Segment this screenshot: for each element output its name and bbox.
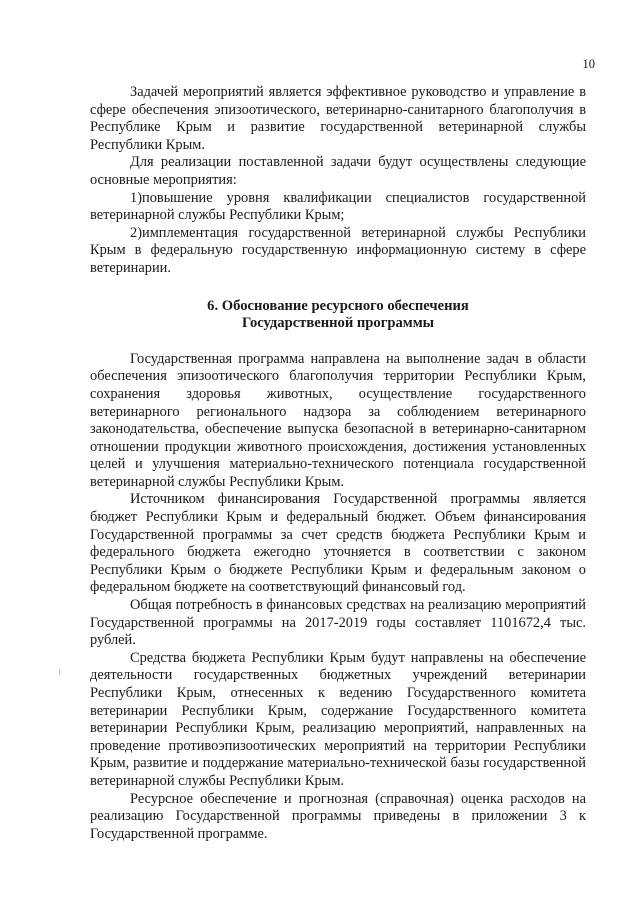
measure-text: имплементация государственной ветеринарной службы Республики Крым в федеральную государственную информационную систему в сфере ветеринарии. — [90, 224, 586, 276]
measure-number: 1) — [130, 189, 142, 206]
section-heading — [90, 298, 586, 333]
measures-intro-paragraph: Для реализации поставленной задачи будут осуществлены следующие основные мероприятия: — [90, 154, 586, 188]
measure-text: повышение уровня квалификации специалистов государственной ветеринарной службы Республики Крым; — [90, 189, 586, 224]
section-heading-line-1: 6. Обоснование ресурсного обеспечения — [207, 297, 469, 314]
measure-number: 2) — [130, 224, 142, 241]
section-heading-line-2: Государственной программы — [241, 315, 435, 332]
page-number: 10 — [582, 57, 595, 71]
section-paragraph: Государственная программа направлена на выполнение задач в области обеспечения эпизоотического благополучия территории Республики Крым, сохранения здоровья животных, осуществление государственного ветеринарного регионального надзора за соблюдением ветеринарного законодательства, обеспечение выпуска безопасной в ветеринарно-санитарном отношении продукции животного происхождения, достижения установленных целей и улучшения материально-технического потенциала государственной ветеринарной службы Республики Крым. — [90, 350, 586, 490]
section-paragraph: Общая потребность в финансовых средствах на реализацию мероприятий Государственной программы на 2017-2019 годы составляет 1101672,4 тыс. рублей. — [90, 597, 586, 649]
section-paragraph: Средства бюджета Республики Крым будут направлены на обеспечение деятельности государственных бюджетных учреждений ветеринарии Республики Крым, отнесенных к ведению Государственного комитета ветеринарии Республики Крым, содержание Государственного комитета ветеринарии Республики Крым, реализацию мероприятий, направленных на проведение противоэпизоотических мероприятий на территории Республики Крым, развитие и поддержание материально-технической базы государственной ветеринарной службы Республики Крым. — [90, 649, 586, 789]
section-paragraph: Источником финансирования Государственной программы является бюджет Республики Крым и федеральный бюджет. Объем финансирования Государственной программы за счет средств бюджета Республики Крым и федерального бюджета ежегодно уточняется в соответствии с законом Республики Крым о бюджете Республики Крым и федеральным законом о федеральном бюджете на соответствующий финансовый год. — [90, 491, 586, 596]
goal-paragraph: Задачей мероприятий является эффективное руководство и управление в сфере обеспечения эпизоотического, ветеринарно-санитарного благополучия в Республике Крым и развитие государственной ветеринарной службы Республики Крым. — [90, 84, 586, 153]
document-body — [90, 84, 586, 843]
measure-item-2 — [90, 225, 586, 278]
section-paragraph: Ресурсное обеспечение и прогнозная (справочная) оценка расходов на реализацию Государственной программы приведены в приложении 3 к Государственной программе. — [90, 790, 586, 842]
scan-speck — [59, 669, 60, 675]
measure-item-1 — [90, 190, 586, 225]
